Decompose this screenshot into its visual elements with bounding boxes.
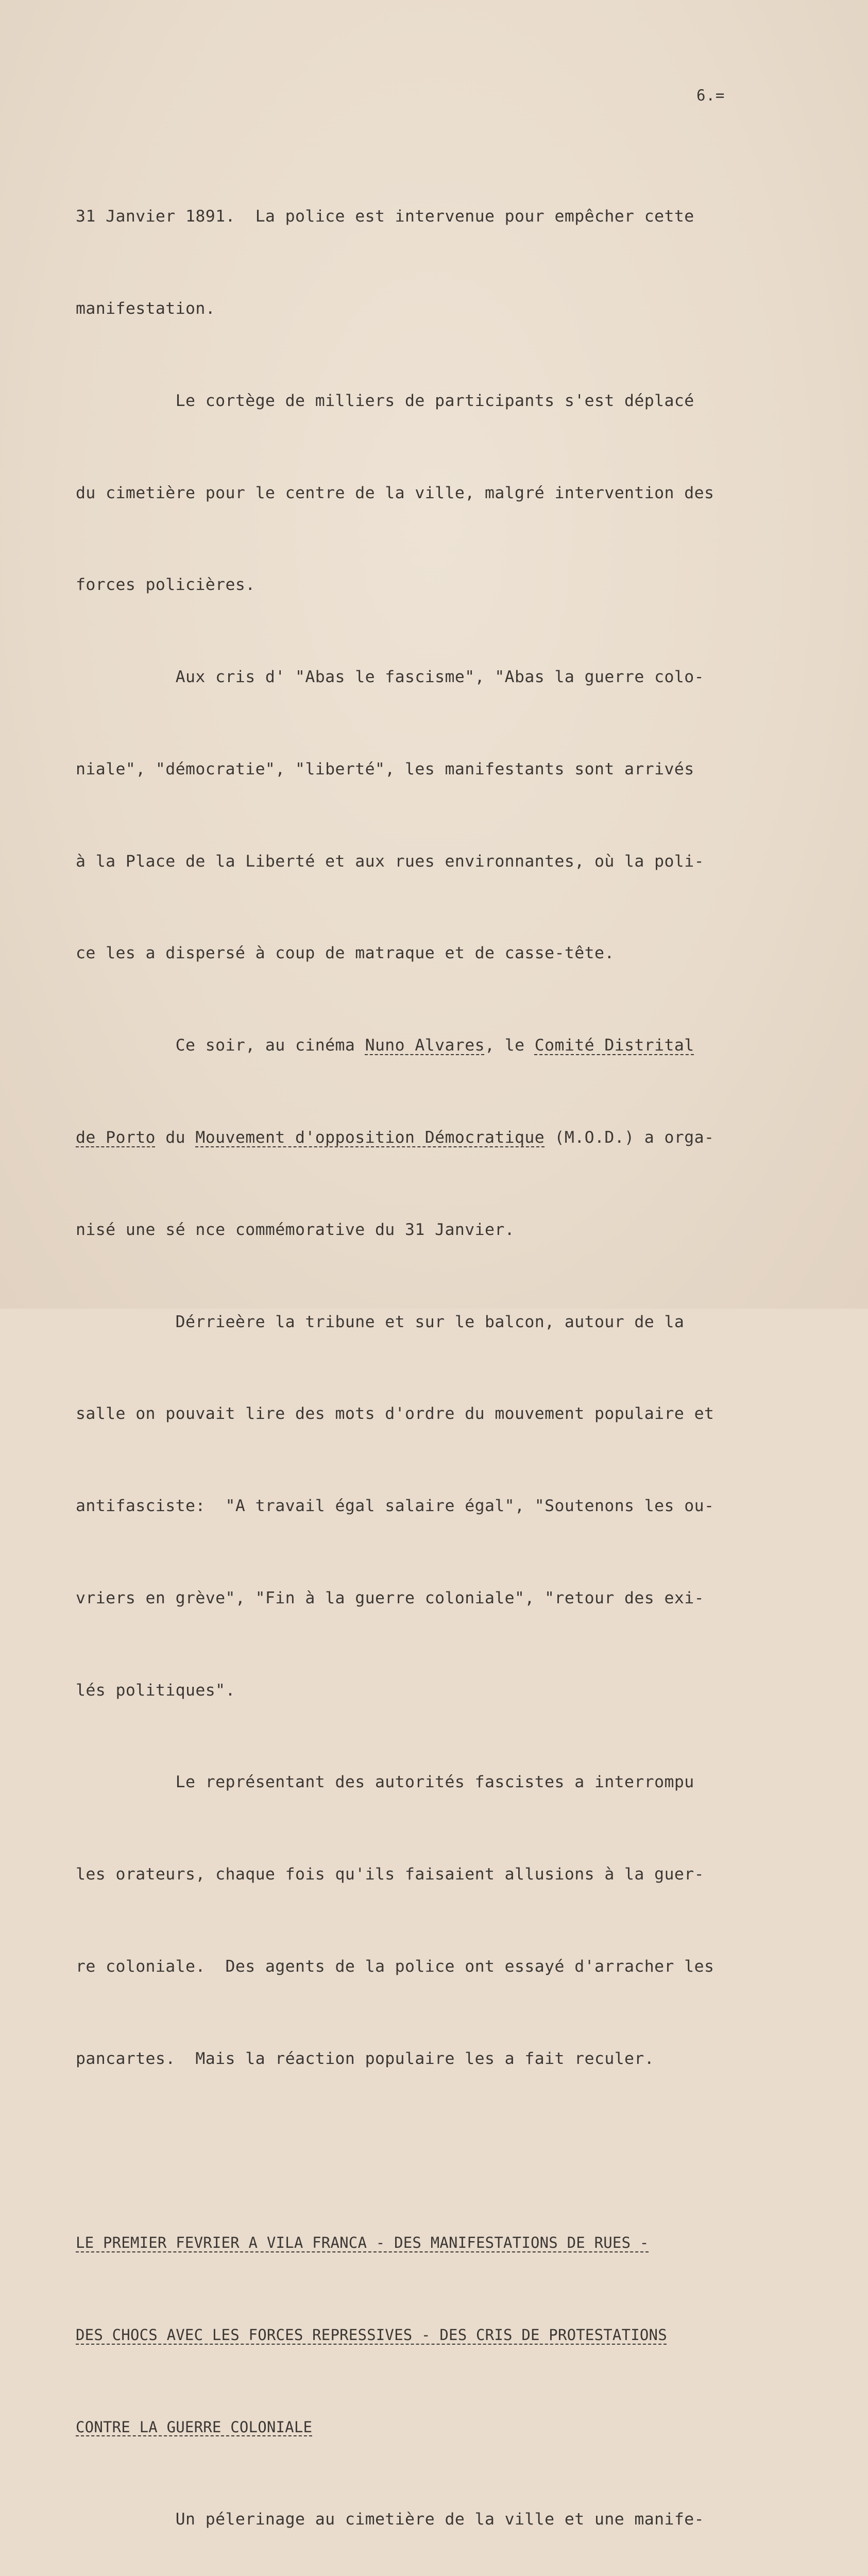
text-line: ce les a dispersé à coup de matraque et de casse-tête.: [76, 944, 615, 963]
section-heading-line: [76, 2320, 771, 2351]
section-heading-line: [76, 2228, 771, 2259]
text-line: Un pélerinage au cimetière de la ville et une manife-: [76, 2510, 704, 2529]
section-heading-line: [76, 2412, 771, 2443]
section-heading: LE PREMIER FEVRIER A VILA FRANCA - DES MANIFESTATIONS DE RUES -: [76, 2234, 649, 2252]
text-line: re coloniale. Des agents de la police ont essayé d'arracher les: [76, 1957, 714, 1976]
text-line: Le cortège de milliers de participants s'est déplacé: [76, 391, 694, 410]
text-segment: Ce soir, au cinéma: [76, 1036, 365, 1055]
text-line: forces policières.: [76, 575, 256, 595]
text-line: du cimetière pour le centre de la ville, malgré intervention des: [76, 483, 714, 502]
text-line: nisé une sé nce commémorative du 31 Janvier.: [76, 1220, 515, 1239]
text-line: antifasciste: "A travail égal salaire égal", "Soutenons les ou-: [76, 1497, 714, 1516]
text-line: salle on pouvait lire des mots d'ordre du mouvement populaire et: [76, 1404, 714, 1423]
underlined-cinema-name: Nuno Alvares: [365, 1036, 485, 1055]
page-number: 6.=: [696, 87, 725, 104]
underlined-city-name: de Porto: [76, 1128, 156, 1147]
text-line: Aux cris d' "Abas le fascisme", "Abas la guerre colo-: [76, 668, 704, 687]
text-line: les orateurs, chaque fois qu'ils faisaient allusions à la guer-: [76, 1865, 704, 1884]
section-heading: CONTRE LA GUERRE COLONIALE: [76, 2418, 313, 2436]
document-body: [76, 140, 771, 2576]
text-line: manifestation.: [76, 299, 216, 318]
text-line: 31 Janvier 1891. La police est intervenue pour empêcher cette: [76, 207, 694, 226]
underlined-movement-name: Mouvement d'opposition Démocratique: [195, 1128, 545, 1147]
underlined-committee-name: Comité Distrital: [534, 1036, 694, 1055]
text-line: [76, 1030, 771, 1061]
text-line: Dérrieère la tribune et sur le balcon, autour de la: [76, 1312, 685, 1331]
text-line: lés politiques".: [76, 1681, 235, 1700]
text-segment: du: [155, 1128, 196, 1147]
section-heading: DES CHOCS AVEC LES FORCES REPRESSIVES - DES CRIS DE PROTESTATIONS: [76, 2326, 667, 2344]
text-line: vriers en grève", "Fin à la guerre coloniale", "retour des exi-: [76, 1588, 704, 1607]
text-line: [76, 1123, 771, 1154]
blank-line: [76, 2136, 771, 2167]
text-line: pancartes. Mais la réaction populaire les a fait reculer.: [76, 2049, 655, 2068]
text-segment: , le: [484, 1036, 535, 1055]
text-line: niale", "démocratie", "liberté", les manifestants sont arrivés: [76, 759, 694, 778]
text-line: Le représentant des autorités fascistes a interrompu: [76, 1773, 694, 1792]
text-line: à la Place de la Liberté et aux rues environnantes, où la poli-: [76, 852, 704, 871]
text-segment: (M.O.D.) a orga-: [544, 1128, 714, 1147]
